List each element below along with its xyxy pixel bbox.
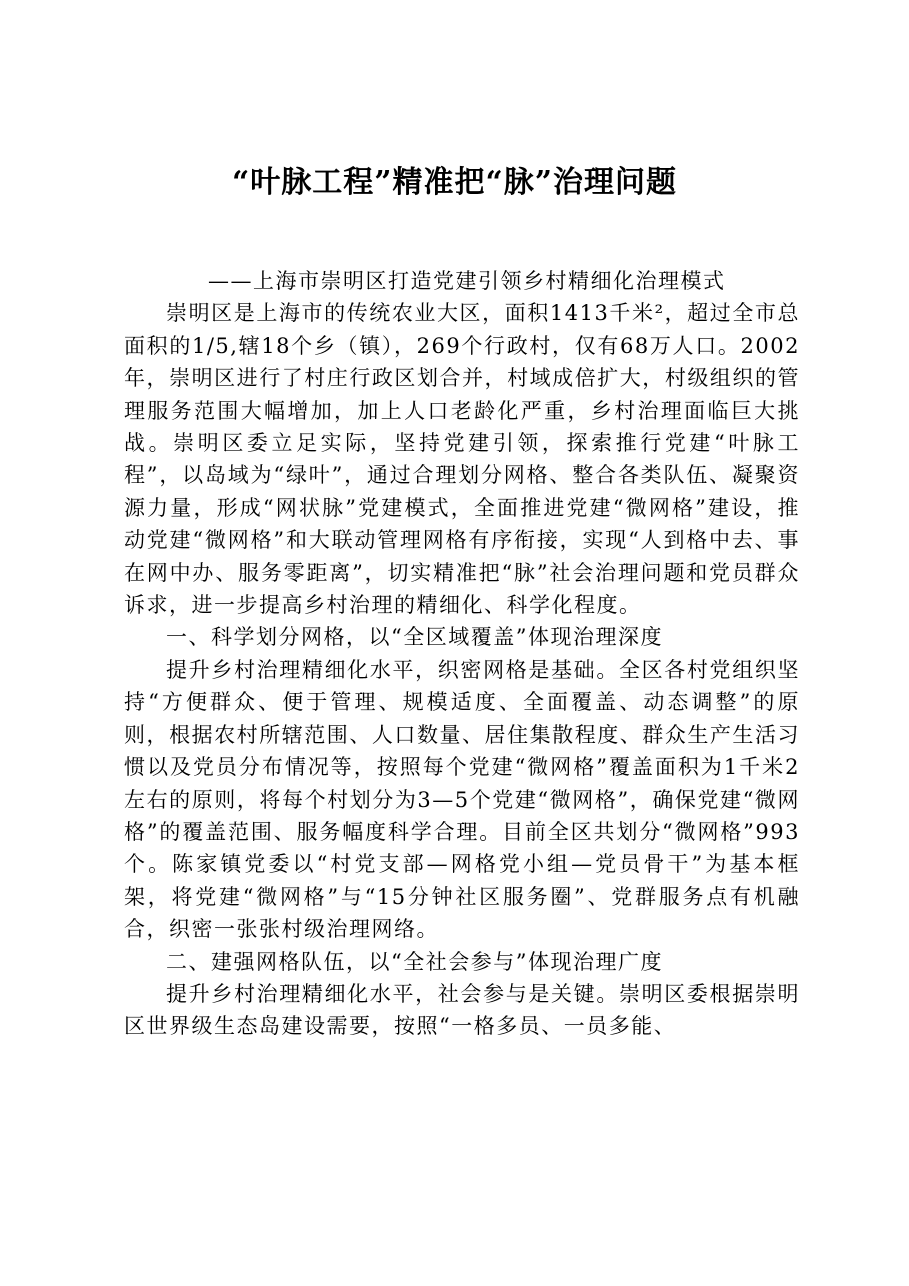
document-body: [124, 265, 800, 1043]
paragraph-section-1: 提升乡村治理精细化水平，织密网格是基础。全区各村党组织坚持“方便群众、便于管理、规模适度、全面覆盖、动态调整”的原则，根据农村所辖范围、人口数量、居住集散程度、群众生产生活习惯以及党员分布情况等，按照每个党建“微网格”覆盖面积为1千米2左右的原则，将每个村划分为3—5个党建“微网格”，确保党建“微网格”的覆盖范围、服务幅度科学合理。目前全区共划分“微网格”993个。陈家镇党委以“村党支部—网格党小组—党员骨干”为基本框架，将党建“微网格”与“15分钟社区服务圈”、党群服务点有机融合，织密一张张村级治理网络。: [124, 657, 800, 942]
section-heading-1: 一、科学划分网格，以“全区域覆盖”体现治理深度: [166, 625, 663, 650]
paragraph-intro: 崇明区是上海市的传统农业大区，面积1413千米²，超过全市总面积的1/5,辖18个乡（镇），269个行政村，仅有68万人口。2002年，崇明区进行了村庄行政区划合并，村域成倍扩大，村级组织的管理服务范围大幅增加，加上人口老龄化严重，乡村治理面临巨大挑战。崇明区委立足实际，坚持党建引领，探索推行党建“叶脉工程”，以岛域为“绿叶”，通过合理划分网格、整合各类队伍、凝聚资源力量，形成“网状脉”党建模式，全面推进党建“微网格”建设，推动党建“微网格”和大联动管理网格有序衔接，实现“人到格中去、事在网中办、服务零距离”，切实精准把“脉”社会治理问题和党员群众诉求，进一步提高乡村治理的精细化、科学化程度。: [124, 301, 800, 618]
document-subtitle: ——上海市崇明区打造党建引领乡村精细化治理模式: [208, 269, 726, 293]
document-title: “叶脉工程”精准把“脉”治理问题: [231, 165, 678, 200]
paragraph-section-2: 提升乡村治理精细化水平，社会参与是关键。崇明区委根据崇明区世界级生态岛建设需要，按照“一格多员、一员多能、: [124, 981, 800, 1039]
section-heading-2: 二、建强网格队伍，以“全社会参与”体现治理广度: [166, 949, 663, 974]
